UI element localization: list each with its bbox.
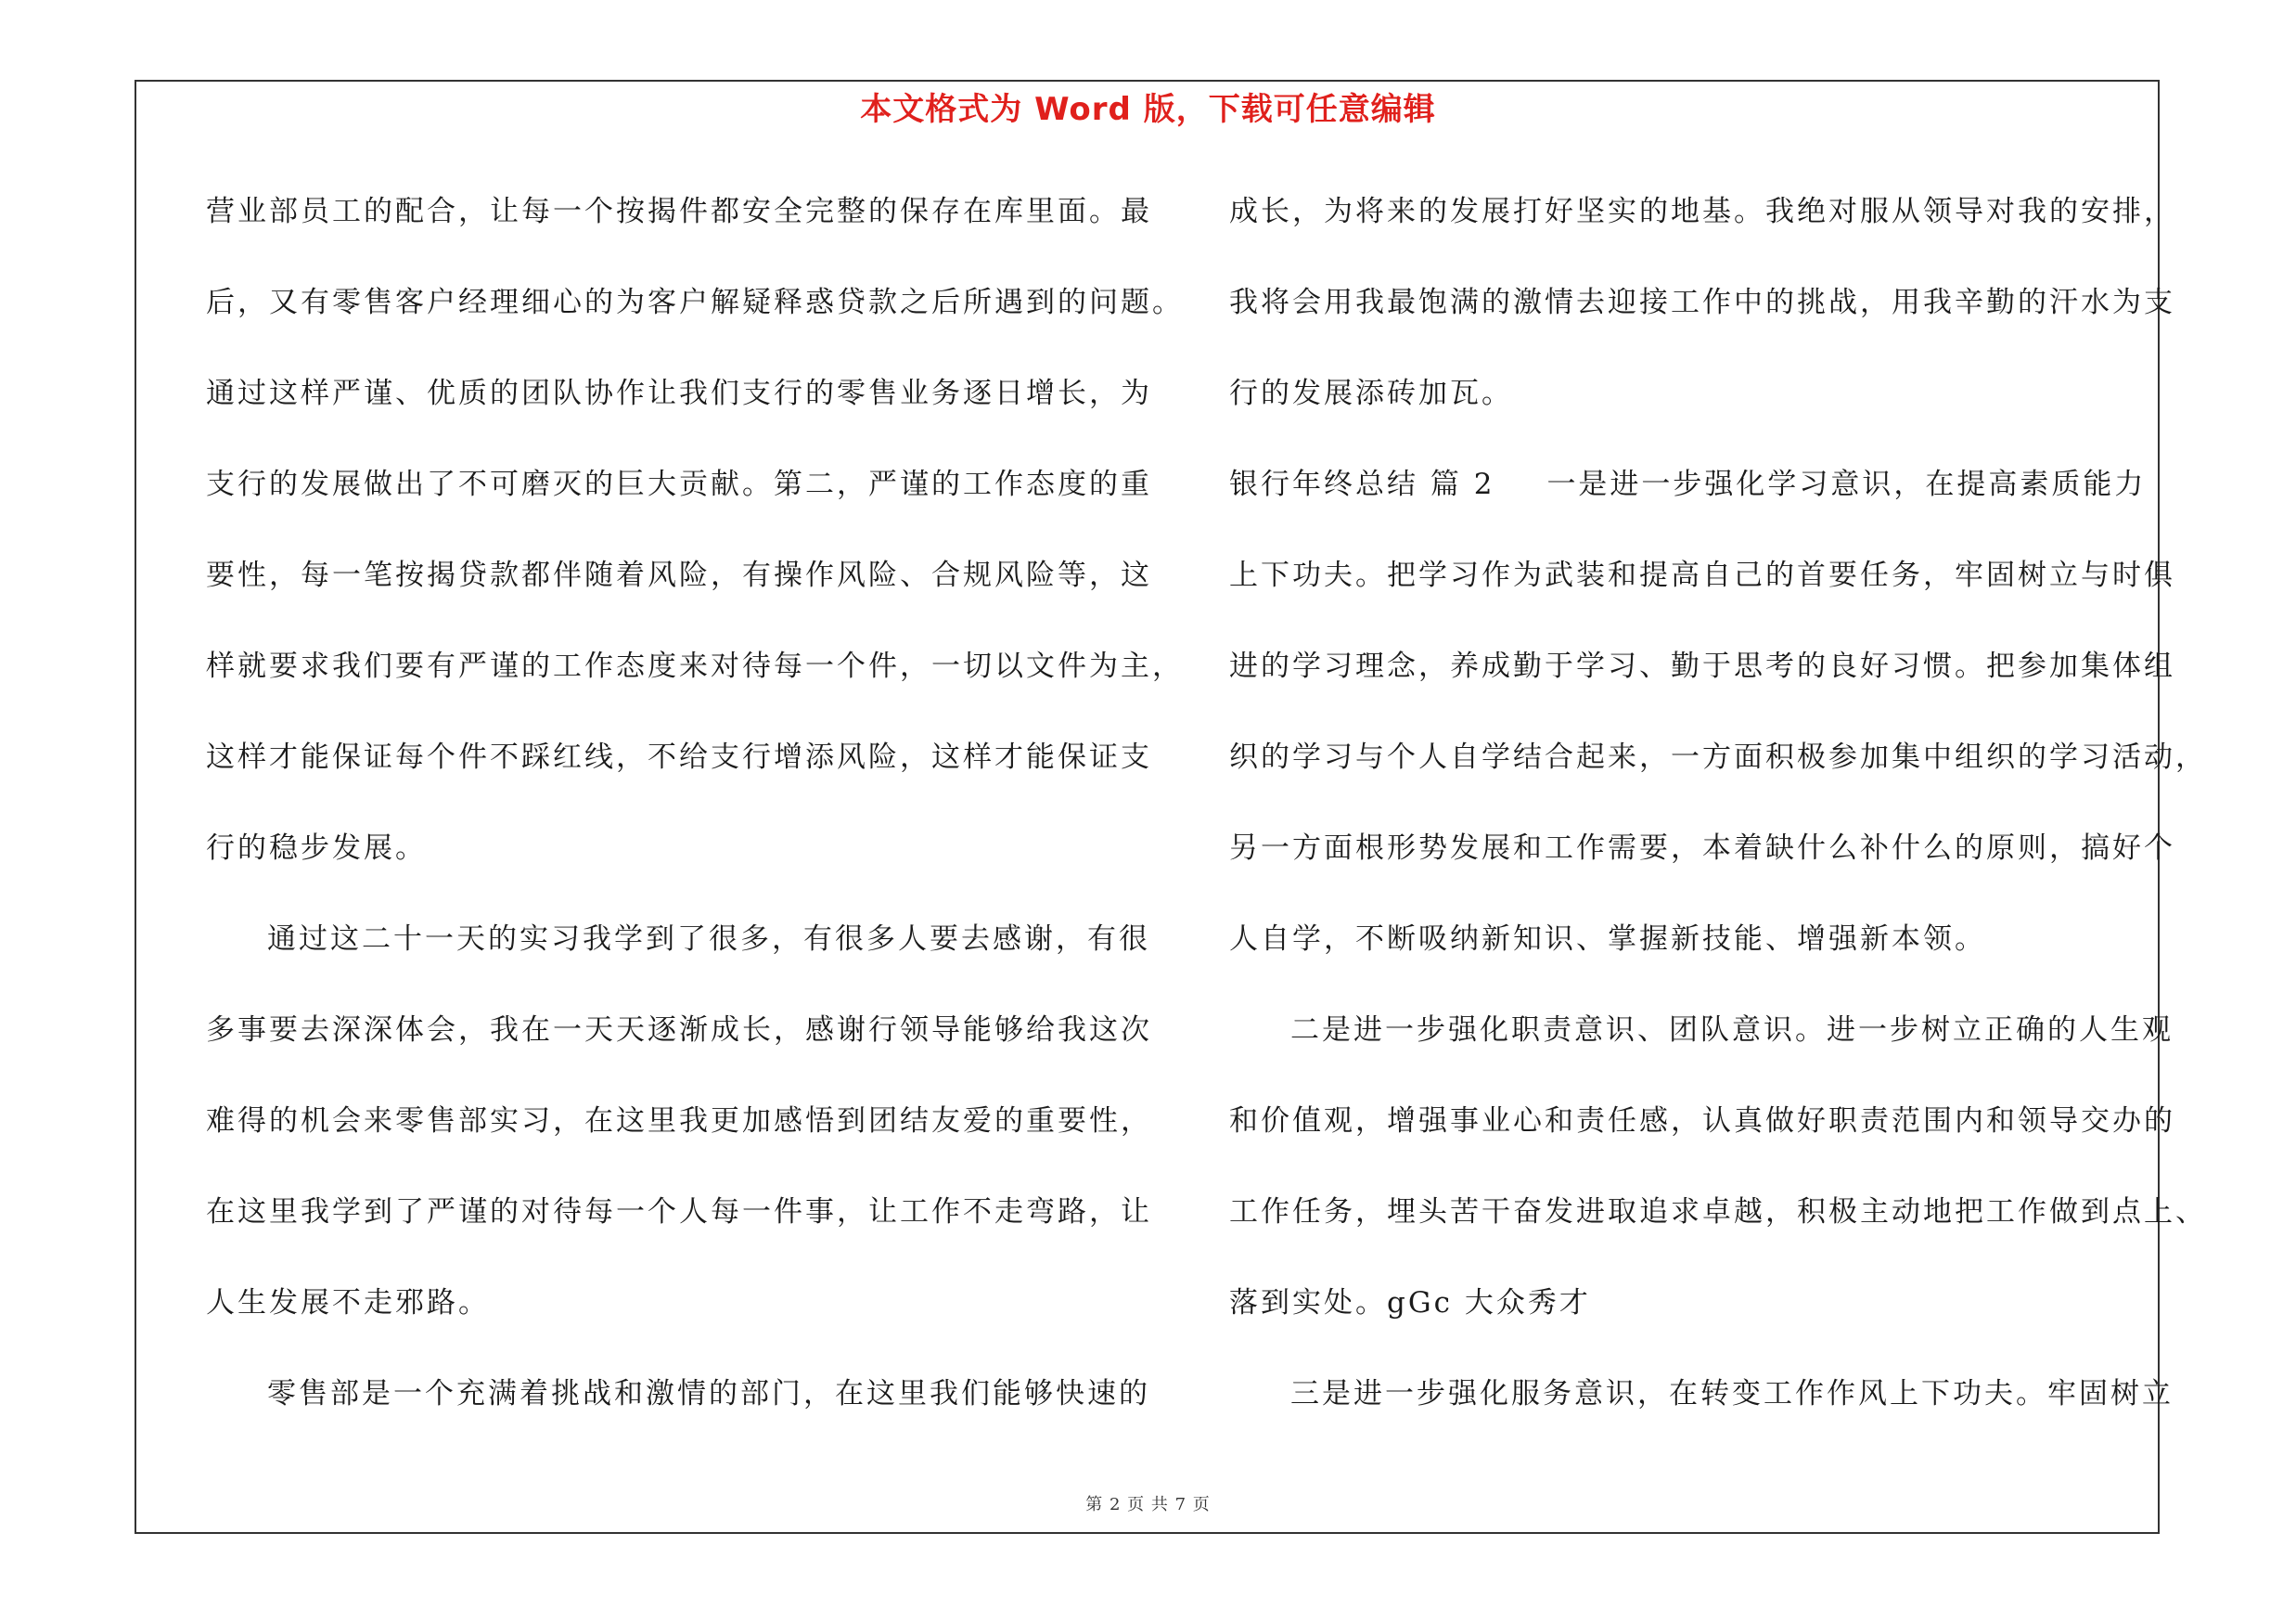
right-text-column [1229, 184, 2207, 1457]
paragraph-line: 上下功夫。把学习作为武装和提高自己的首要任务，牢固树立与时俱 [1229, 559, 2175, 592]
page-number-footer: 第 2 页 共 7 页 [1085, 1495, 1211, 1514]
paragraph-line: 后，又有零售客户经理细心的为客户解疑释惑贷款之后所遇到的问题。 [206, 286, 1184, 319]
paragraph-line: 样就要求我们要有严谨的工作态度来对待每一个件，一切以文件为主， [206, 650, 1184, 683]
paragraph-line: 多事要去深深体会，我在一天天逐渐成长，感谢行领导能够给我这次 [206, 1013, 1152, 1047]
left-text-column [206, 184, 1184, 1457]
editable-notice-banner: 本文格式为 Word 版，下载可任意编辑 [860, 91, 1436, 128]
paragraph-line: 落到实处。gGc 大众秀才 [1229, 1286, 1591, 1320]
paragraph-line: 支行的发展做出了不可磨灭的巨大贡献。第二，严谨的工作态度的重 [206, 468, 1152, 501]
section-heading: 银行年终总结 篇 2 [1229, 468, 1495, 501]
paragraph-line: 进的学习理念，养成勤于学习、勤于思考的良好习惯。把参加集体组 [1229, 650, 2175, 683]
paragraph-line: 成长，为将来的发展打好坚实的地基。我绝对服从领导对我的安排， [1229, 195, 2175, 228]
paragraph-line: 我将会用我最饱满的激情去迎接工作中的挑战，用我辛勤的汗水为支 [1229, 286, 2175, 319]
paragraph-line: 难得的机会来零售部实习，在这里我更加感悟到团结友爱的重要性， [206, 1104, 1152, 1138]
paragraph-line: 二是进一步强化职责意识、团队意识。进一步树立正确的人生观 [1290, 1013, 2174, 1047]
paragraph-line: 通过这样严谨、优质的团队协作让我们支行的零售业务逐日增长，为 [206, 377, 1152, 410]
paragraph-line: 人生发展不走邪路。 [206, 1286, 490, 1320]
section-heading-line [1229, 457, 2166, 547]
paragraph-line: 这样才能保证每个件不踩红线，不给支行增添风险，这样才能保证支 [206, 741, 1152, 774]
paragraph-text: 一是进一步强化学习意识，在提高素质能力 [1546, 468, 2147, 501]
paragraph-line: 织的学习与个人自学结合起来，一方面积极参加集中组织的学习活动， [1229, 741, 2207, 774]
paragraph-line: 在这里我学到了严谨的对待每一个人每一件事，让工作不走弯路，让 [206, 1195, 1152, 1229]
paragraph-line: 工作任务，埋头苦干奋发进取追求卓越，积极主动地把工作做到点上、 [1229, 1195, 2207, 1229]
paragraph-line: 要性，每一笔按揭贷款都伴随着风险，有操作风险、合规风险等，这 [206, 559, 1152, 592]
paragraph-line: 通过这二十一天的实习我学到了很多，有很多人要去感谢，有很 [267, 922, 1150, 956]
paragraph-line: 营业部员工的配合，让每一个按揭件都安全完整的保存在库里面。最 [206, 195, 1152, 228]
paragraph-line: 三是进一步强化服务意识，在转变工作作风上下功夫。牢固树立 [1290, 1377, 2174, 1410]
paragraph-line: 另一方面根形势发展和工作需要，本着缺什么补什么的原则，搞好个 [1229, 831, 2175, 865]
paragraph-line: 和价值观，增强事业心和责任感，认真做好职责范围内和领导交办的 [1229, 1104, 2175, 1138]
paragraph-line: 行的发展添砖加瓦。 [1229, 377, 1513, 410]
paragraph-line: 零售部是一个充满着挑战和激情的部门，在这里我们能够快速的 [267, 1377, 1150, 1410]
paragraph-line: 行的稳步发展。 [206, 831, 427, 865]
paragraph-line: 人自学，不断吸纳新知识、掌握新技能、增强新本领。 [1229, 922, 1986, 956]
